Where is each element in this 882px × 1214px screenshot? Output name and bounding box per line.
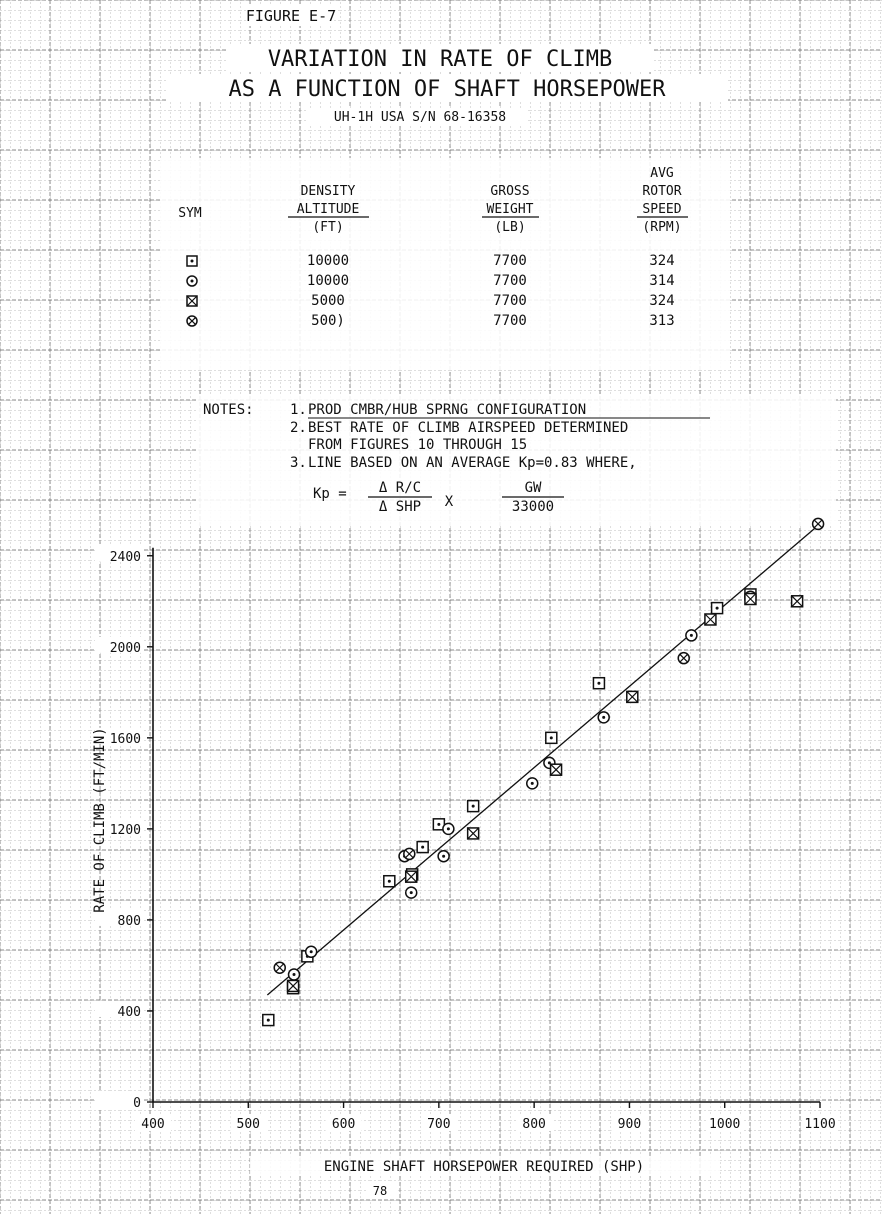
table-cell-rotor-speed: 313 xyxy=(649,313,675,329)
data-point-circle-dot xyxy=(686,630,697,641)
table-header-rotor-1: AVG xyxy=(650,166,674,181)
table-row-symbol xyxy=(187,296,197,306)
note-2-text-line-2: FROM FIGURES 10 THROUGH 15 xyxy=(308,437,528,453)
y-tick-label: 800 xyxy=(117,913,141,929)
note-3-number: 3. xyxy=(290,455,307,471)
table-cell-density-altitude: 5000 xyxy=(311,293,345,309)
table-header-rotor-3: SPEED xyxy=(642,202,682,217)
x-tick-label: 1100 xyxy=(804,1117,836,1132)
table-row-symbol xyxy=(187,276,197,286)
x-tick-label: 600 xyxy=(331,1117,356,1132)
data-point-square-x xyxy=(406,871,417,882)
page-number: 78 xyxy=(372,1184,388,1198)
data-point-square-x xyxy=(627,691,638,702)
data-point-square-dot xyxy=(384,876,395,887)
table-row-symbol xyxy=(187,256,197,266)
table-header-weight-2: WEIGHT xyxy=(486,202,534,217)
data-point-circle-x xyxy=(813,518,824,529)
note-1-text: PROD CMBR/HUB SPRNG CONFIGURATION xyxy=(308,402,587,418)
x-tick-label: 400 xyxy=(141,1117,165,1132)
table-cell-rotor-speed: 324 xyxy=(649,253,675,269)
legend-table xyxy=(160,158,730,370)
table-cell-rotor-speed: 314 xyxy=(649,273,675,289)
data-point-square-x xyxy=(745,594,756,605)
table-header-rotor-2: ROTOR xyxy=(642,184,682,199)
table-header-density-1: DENSITY xyxy=(300,184,356,199)
subtitle: UH-1H USA S/N 68-16358 xyxy=(333,110,507,125)
table-cell-density-altitude: 10000 xyxy=(306,253,350,269)
formula-frac2-numerator: GW xyxy=(524,480,542,496)
data-point-circle-dot xyxy=(306,946,317,957)
data-point-square-dot xyxy=(546,732,557,743)
y-tick-label: 1600 xyxy=(109,731,141,747)
table-row-symbol xyxy=(187,316,197,326)
table-cell-gross-weight: 7700 xyxy=(493,313,527,329)
formula-frac1-numerator: Δ R/C xyxy=(378,480,422,496)
y-tick-label: 1200 xyxy=(109,822,141,838)
data-point-circle-x xyxy=(678,653,689,664)
y-tick-label: 0 xyxy=(133,1096,141,1111)
title-line-2: AS A FUNCTION OF SHAFT HORSEPOWER xyxy=(228,77,666,102)
y-tick-label: 2400 xyxy=(109,549,141,565)
table-header-density-3: (FT) xyxy=(312,220,344,235)
table-header-weight-1: GROSS xyxy=(490,184,530,199)
table-header-sym: SYM xyxy=(178,206,202,221)
table-cell-gross-weight: 7700 xyxy=(493,273,527,289)
formula-frac1-denominator: Δ SHP xyxy=(378,499,422,515)
notes-label: NOTES: xyxy=(203,402,254,418)
data-point-square-dot xyxy=(468,801,479,812)
y-tick-label: 2000 xyxy=(109,640,141,656)
note-2-text-line-1: BEST RATE OF CLIMB AIRSPEED DETERMINED xyxy=(308,420,629,436)
data-point-circle-dot xyxy=(443,823,454,834)
data-point-square-x xyxy=(551,764,562,775)
formula-lhs: Kp = xyxy=(313,486,347,502)
x-axis-label: ENGINE SHAFT HORSEPOWER REQUIRED (SHP) xyxy=(323,1159,645,1175)
data-point-circle-dot xyxy=(598,712,609,723)
data-point-circle-dot xyxy=(527,778,538,789)
data-point-circle-dot xyxy=(438,851,449,862)
data-point-circle-x xyxy=(274,962,285,973)
x-tick-label: 500 xyxy=(236,1117,261,1132)
y-tick-label: 400 xyxy=(117,1004,141,1020)
note-3-text: LINE BASED ON AN AVERAGE Kp=0.83 WHERE, xyxy=(308,455,637,471)
table-cell-density-altitude: 500) xyxy=(311,313,345,329)
data-point-square-dot xyxy=(263,1015,274,1026)
y-axis-label: RATE OF CLIMB (FT/MIN) xyxy=(92,727,108,913)
x-tick-label: 1000 xyxy=(709,1117,741,1132)
data-point-square-x xyxy=(705,614,716,625)
figure-label: FIGURE E-7 xyxy=(245,7,337,25)
table-cell-rotor-speed: 324 xyxy=(649,293,675,309)
x-tick-label: 900 xyxy=(617,1117,642,1132)
data-point-square-x xyxy=(468,828,479,839)
data-point-square-x xyxy=(792,596,803,607)
data-point-circle-dot xyxy=(406,887,417,898)
note-1-number: 1. xyxy=(290,402,307,418)
formula-frac2-denominator: 33000 xyxy=(511,499,555,515)
table-cell-gross-weight: 7700 xyxy=(493,293,527,309)
data-point-square-dot xyxy=(712,603,723,614)
data-point-circle-x xyxy=(404,848,415,859)
data-point-square-dot xyxy=(593,678,604,689)
data-point-square-x xyxy=(288,980,299,991)
table-header-weight-3: (LB) xyxy=(494,220,526,235)
table-cell-density-altitude: 10000 xyxy=(306,273,350,289)
table-header-rotor-4: (RPM) xyxy=(642,220,682,235)
note-2-number: 2. xyxy=(290,420,307,436)
data-point-circle-dot xyxy=(289,969,300,980)
title-line-1: VARIATION IN RATE OF CLIMB xyxy=(267,47,613,72)
table-header-density-2: ALTITUDE xyxy=(296,202,360,217)
formula-times: X xyxy=(444,494,454,510)
x-tick-label: 800 xyxy=(522,1117,546,1132)
notes-block xyxy=(196,396,836,526)
x-tick-label: 700 xyxy=(427,1117,451,1132)
table-cell-gross-weight: 7700 xyxy=(493,253,527,269)
data-point-square-dot xyxy=(417,842,428,853)
